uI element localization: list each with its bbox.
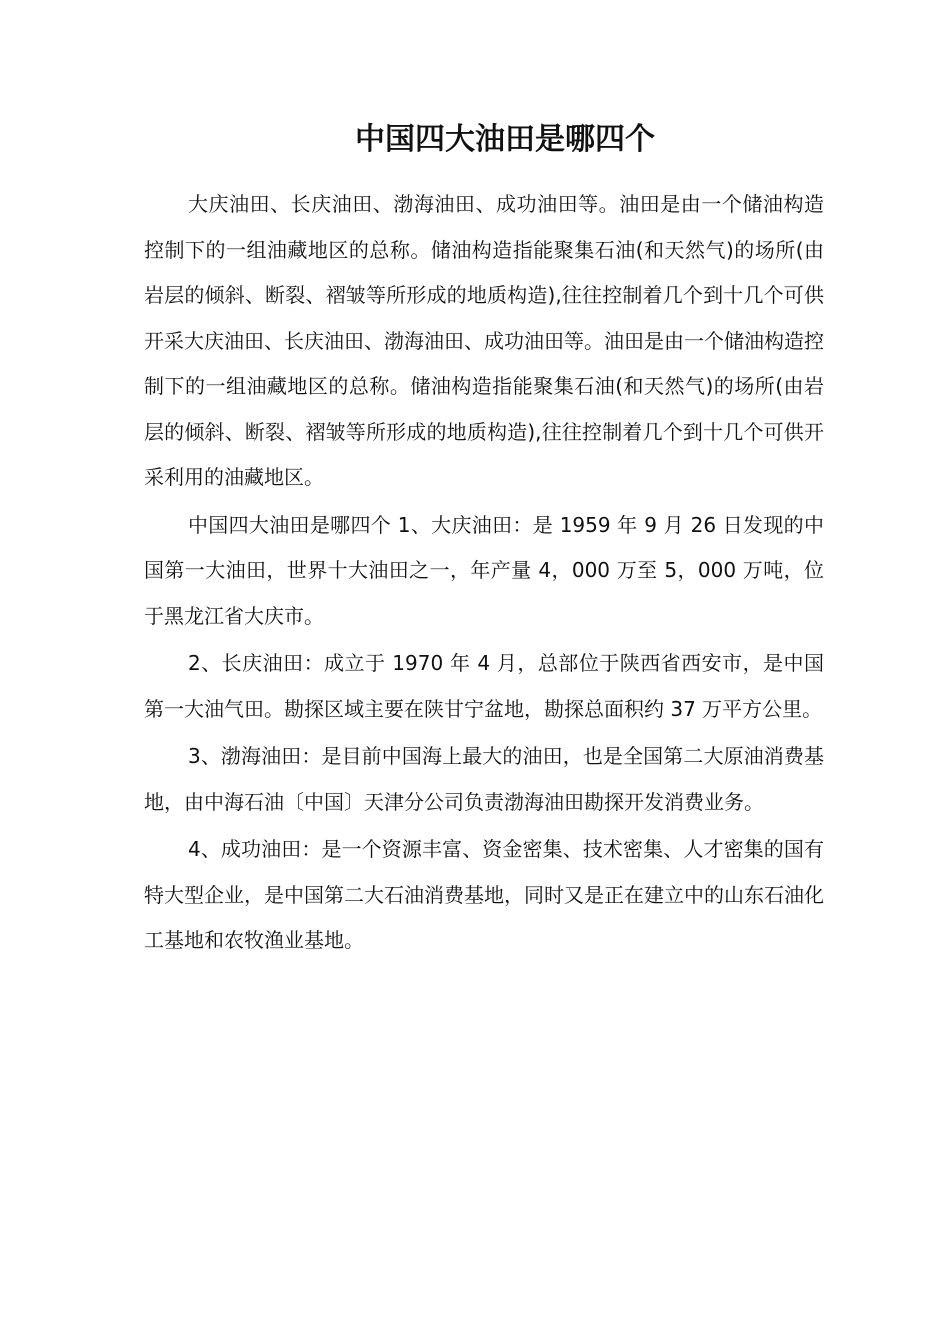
paragraph-chenggong: 4、成功油田：是一个资源丰富、资金密集、技术密集、人才密集的国有特大型企业，是中国第二大石油消费基地，同时又是正在建立中的山东石油化工基地和农牧渔业基地。 (144, 837, 824, 952)
paragraph-changqing: 2、长庆油田：成立于 1970 年 4 月，总部位于陕西省西安市，是中国第一大油气田。勘探区域主要在陕甘宁盆地，勘探总面积约 37 万平方公里。 (144, 651, 824, 721)
paragraph-bohai: 3、渤海油田：是目前中国海上最大的油田，也是全国第二大原油消费基地，由中海石油〔中国〕天津分公司负责渤海油田勘探开发消费业务。 (144, 744, 824, 814)
paragraph-intro: 大庆油田、长庆油田、渤海油田、成功油田等。油田是由一个储油构造控制下的一组油藏地区的总称。储油构造指能聚集石油(和天然气)的场所(由岩层的倾斜、断裂、褶皱等所形成的地质构造),往往控制着几个到十几个可供开采大庆油田、长庆油田、渤海油田、成功油田等。油田是由一个储油构造控制下的一组油藏地区的总称。储油构造指能聚集石油(和天然气)的场所(由岩层的倾斜、断裂、褶皱等所形成的地质构造),往往控制着几个到十几个可供开采利用的油藏地区。 (144, 192, 824, 489)
document-body (144, 182, 824, 966)
paragraph-daqing: 中国四大油田是哪四个 1、大庆油田：是 1959 年 9 月 26 日发现的中国第一大油田，世界十大油田之一，年产量 4，000 万至 5，000 万吨，位于黑龙江省大庆市。 (144, 512, 824, 628)
page-title: 中国四大油田是哪四个 (355, 122, 655, 157)
